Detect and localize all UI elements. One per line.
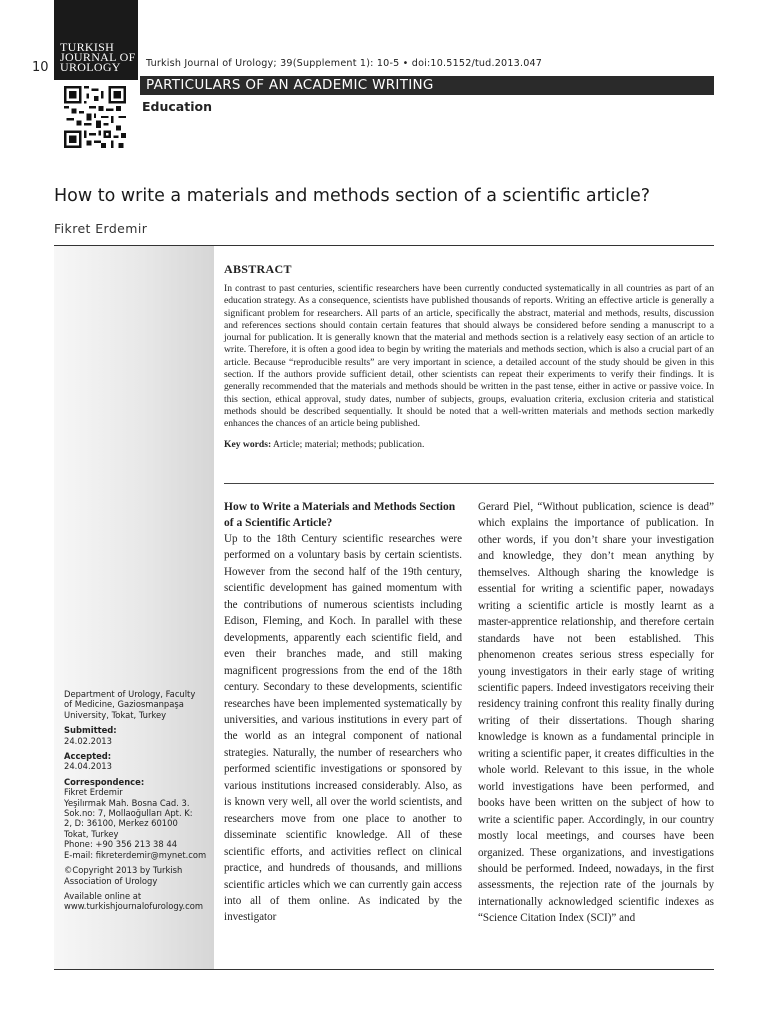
submitted-info	[64, 725, 212, 746]
body-text-column-2: Gerard Piel, “Without publication, science is dead” which explains the importance of publication. In other words, if you don’t share your investigation and knowledge, they don’t mean anything by themselves. Although sharing the knowledge is essential for writing a scientific paper, nowadays writing a scientific article is mostly learnt as a master-apprentice relationship, and therefore certain standards have not been established. This phenomenon creates serious stress especially for young investigators in their early stage of writing scientific papers. Indeed investigators receiving their residency training confront this reality finally during writing of their dissertations. Though sharing knowledge is known as a fundamental principle in writing a scientific paper, it creates difficulties in the whole world. Relevant to this issue, in the whole world investigations have been performed, and books have been written on the subject of how to write a scientific paper. Accordingly, in our country mostly local meetings, and courses have been organized. These organizations, and investigations should be performed. Indeed, nowadays, in the first assessments, the rejection rate of the journals by internationally acknowledged scientific indexes as “Science Citation Index (SCI)” and	[478, 501, 714, 925]
correspondence-line: Sok.no: 7, Mollaoğulları Apt. K:	[64, 808, 193, 819]
journal-logo-text	[60, 42, 136, 72]
journal-reference: Turkish Journal of Urology; 39(Supplement 1): 10-5 • doi:10.5152/tud.2013.047	[146, 58, 543, 69]
copyright-line: Association of Urology	[64, 875, 158, 886]
qr-code-icon	[64, 86, 126, 148]
bottom-divider	[54, 969, 714, 970]
body-column-1	[224, 499, 462, 926]
keywords-label: Key words:	[224, 438, 272, 450]
keywords-value: Article; material; methods; publication.	[273, 438, 425, 450]
correspondence-label: Correspondence:	[64, 776, 145, 787]
copyright-line: ©Copyright 2013 by Turkish	[64, 865, 183, 876]
section-heading: How to Write a Materials and Methods Section of a Scientific Article?	[224, 501, 456, 529]
submitted-date: 24.02.2013	[64, 735, 112, 746]
section-label: PARTICULARS OF AN ACADEMIC WRITING	[146, 77, 434, 93]
affiliation-line: University, Tokat, Turkey	[64, 709, 167, 720]
body-column-2	[478, 499, 714, 927]
article-info	[64, 689, 212, 917]
abstract-divider	[224, 483, 714, 484]
email-link[interactable]: E-mail: fikreterdemir@mynet.com	[64, 849, 207, 860]
abstract-section	[224, 262, 714, 450]
logo-line-2: JOURNAL OF	[60, 50, 136, 64]
accepted-label: Accepted:	[64, 751, 112, 762]
website-link[interactable]: www.turkishjournalofurology.com	[64, 901, 203, 912]
affiliation	[64, 689, 212, 720]
submitted-label: Submitted:	[64, 725, 117, 736]
available-info	[64, 891, 212, 912]
available-label: Available online at	[64, 890, 142, 901]
correspondence-line: Yeşilırmak Mah. Bosna Cad. 3.	[64, 797, 190, 808]
accepted-date: 24.04.2013	[64, 761, 112, 772]
copyright-info	[64, 865, 212, 886]
correspondence-info	[64, 777, 212, 860]
affiliation-line: Department of Urology, Faculty	[64, 689, 196, 699]
abstract-heading: ABSTRACT	[224, 262, 292, 276]
affiliation-line: of Medicine, Gaziosmanpaşa	[64, 699, 184, 710]
body-text-column-1: Up to the 18th Century scientific researches were performed on a voluntary basis by certain scientists. However from the second half of the 19th century, scientific development has gained momentum with the contributions of numerous scientists including Edison, Fleming, and Koch. In parallel with these developments, apparently each scientific field, and even their branches made, and still making magnificent progressions from the end of the 18th century. Secondary to these developments, scientific researches have been implemented systematically by universities, and various institutions in every part of the world as an integral component of national strategies. Naturally, the number of researchers who performed scientific investigations or sponsored by various institutions increased considerably. Also, as is known very well, all over the world scientists, and researchers move from one place to another to disseminate scientific knowledge. All of these scientific efforts, and activities reflect on clinical practice, and hundreds of thousands, and millions scientific articles which we can currently gain access into all of them online. As indicated by the investigator	[224, 533, 462, 924]
journal-logo	[54, 0, 138, 80]
article-category: Education	[142, 99, 212, 114]
accepted-info	[64, 751, 212, 772]
article-author: Fikret Erdemir	[54, 221, 148, 236]
correspondence-line: Fikret Erdemir	[64, 787, 123, 798]
abstract-text: In contrast to past centuries, scientific researchers have been currently conducted systematically in all countries as part of an education strategy. As a consequence, scientists have published thousands of reports. Writing an effective article is generally a significant problem for researchers. All parts of an article, specifically the abstract, material and methods, results, discussion and references sections should contain certain features that should always be considered before sending a manuscript to a journal for publication. It is generally known that the material and methods section is a relatively easy section of an article to write. Therefore, it is often a good idea to begin by writing the materials and methods section, which is also a crucial part of an article. Because “reproducible results” are very important in science, a detailed account of the study should be given in this section. If the authors provide sufficient detail, other scientists can repeat their experiments to verify their findings. It is generally recommended that the materials and methods should be written in the past tense, either in active or passive voice. In this section, ethical approval, study dates, number of subjects, groups, evaluation criteria, exclusion criteria and statistical methods should be described sequentially. It should be noted that a well-written materials and methods section markedly enhances the chances of an article being published.	[224, 283, 714, 430]
correspondence-line: Phone: +90 356 213 38 44	[64, 839, 178, 850]
article-title: How to write a materials and methods section of a scientific article?	[54, 186, 651, 206]
correspondence-line: Tokat, Turkey	[64, 828, 119, 839]
keywords	[224, 439, 714, 450]
correspondence-line: 2, D: 36100, Merkez 60100	[64, 818, 178, 829]
page-number: 10	[32, 60, 49, 75]
logo-line-3: UROLOGY	[60, 60, 121, 74]
section-bar	[140, 76, 714, 95]
logo-line-1: TURKISH	[60, 40, 115, 54]
